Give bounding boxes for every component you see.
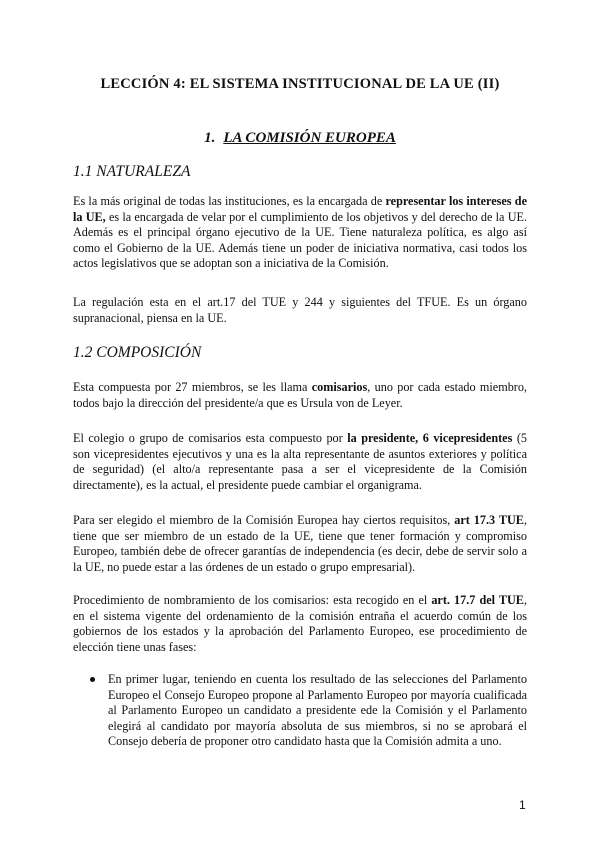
paragraph-text: , uno por cada estado miembro, todos bajo la dirección del presidente/a que es Ursula von de Leyer.	[73, 380, 527, 410]
section-heading-text: LA COMISIÓN EUROPEA	[223, 130, 396, 146]
phase-list	[90, 672, 527, 750]
paragraph-text: es la encargada de velar por el cumplimiento de los objetivos y del derecho de la UE. Además es el principal órgano ejecutivo de la UE. Tiene naturaleza política, es algo así como el Gobierno de la UE. Además tiene un poder de iniciativa normativa, casi todos los actos legislativos que se adoptan son a iniciativa de la Comisión.	[73, 209, 527, 271]
paragraph-naturaleza-2	[73, 295, 527, 326]
paragraph-text: La regulación esta en el art.17 del TUE y 244 y siguientes del TFUE. Es un órgano supranacional, piensa en la UE.	[73, 295, 527, 325]
paragraph-bold-text: comisarios	[311, 380, 368, 394]
paragraph-naturaleza-1	[73, 194, 527, 272]
bullet-dot-icon	[90, 677, 95, 682]
paragraph-composicion-4	[73, 593, 527, 655]
list-item-text: En primer lugar, teniendo en cuenta los resultado de las selecciones del Parlamento Europeo el Consejo Europeo propone al Parlamento Europeo por mayoría cualificada al Parlamento Europeo un candidato a presidente ede la Comisión y el Parlamento elegirá al candidato por mayoría absoluta de sus miembros, si no se aprobará el Consejo debería de proponer otro candidato hasta que la Comisión admita a uno.	[108, 672, 527, 749]
section-heading	[0, 130, 600, 147]
paragraph-text: Para ser elegido el miembro de la Comisión Europea hay ciertos requisitos,	[73, 513, 455, 527]
paragraph-text: Procedimiento de nombramiento de los comisarios: esta recogido en el	[73, 593, 432, 607]
paragraph-text: , en el sistema vigente del ordenamiento de la comisión entraña el acuerdo común de los gobiernos de los estados y la aprobación del Parlamento Europeo, ese procedimiento de elección tiene unas fases:	[73, 593, 527, 654]
paragraph-text: Es la más original de todas las instituciones, es la encargada de	[73, 194, 386, 208]
paragraph-bold-text: representar los intereses de la UE,	[73, 194, 527, 224]
paragraph-text: El colegio o grupo de comisarios esta compuesto por	[73, 431, 348, 445]
paragraph-bold-text: art. 17.7 del TUE	[431, 593, 524, 607]
paragraph-text: Esta compuesta por 27 miembros, se les llama	[73, 380, 312, 394]
paragraph-bold-text: art 17.3 TUE	[454, 513, 524, 527]
paragraph-composicion-2	[73, 431, 527, 493]
paragraph-text: , tiene que ser miembro de un estado de la UE, tiene que tener formación y compromiso Europeo, también debe de ofrecer garantías de independencia (es decir, debe de servir solo a la UE, no puede estar a las órdenes de un estado o grupo empresarial).	[73, 513, 527, 574]
paragraph-bold-text: la presidente, 6 vicepresidentes	[347, 431, 513, 445]
document-title: LECCIÓN 4: EL SISTEMA INSTITUCIONAL DE LA UE (II)	[100, 76, 500, 92]
list-item	[90, 672, 527, 750]
page-number: 1	[519, 798, 526, 812]
paragraph-text: (5 son vicepresidentes ejecutivos y una es la alta representante de asuntos exteriores y política de seguridad) (el alto/a representante pasa a ser el vicepresidente de la Comisión directamente), es la actual, el presidente puede cambiar el organigrama.	[73, 431, 527, 492]
subsection-heading-composicion: 1.2 COMPOSICIÓN	[73, 344, 202, 361]
paragraph-composicion-1	[73, 380, 527, 411]
subsection-heading-naturaleza: 1.1 NATURALEZA	[73, 163, 191, 180]
paragraph-composicion-3	[73, 513, 527, 575]
section-number: 1.	[204, 130, 216, 146]
